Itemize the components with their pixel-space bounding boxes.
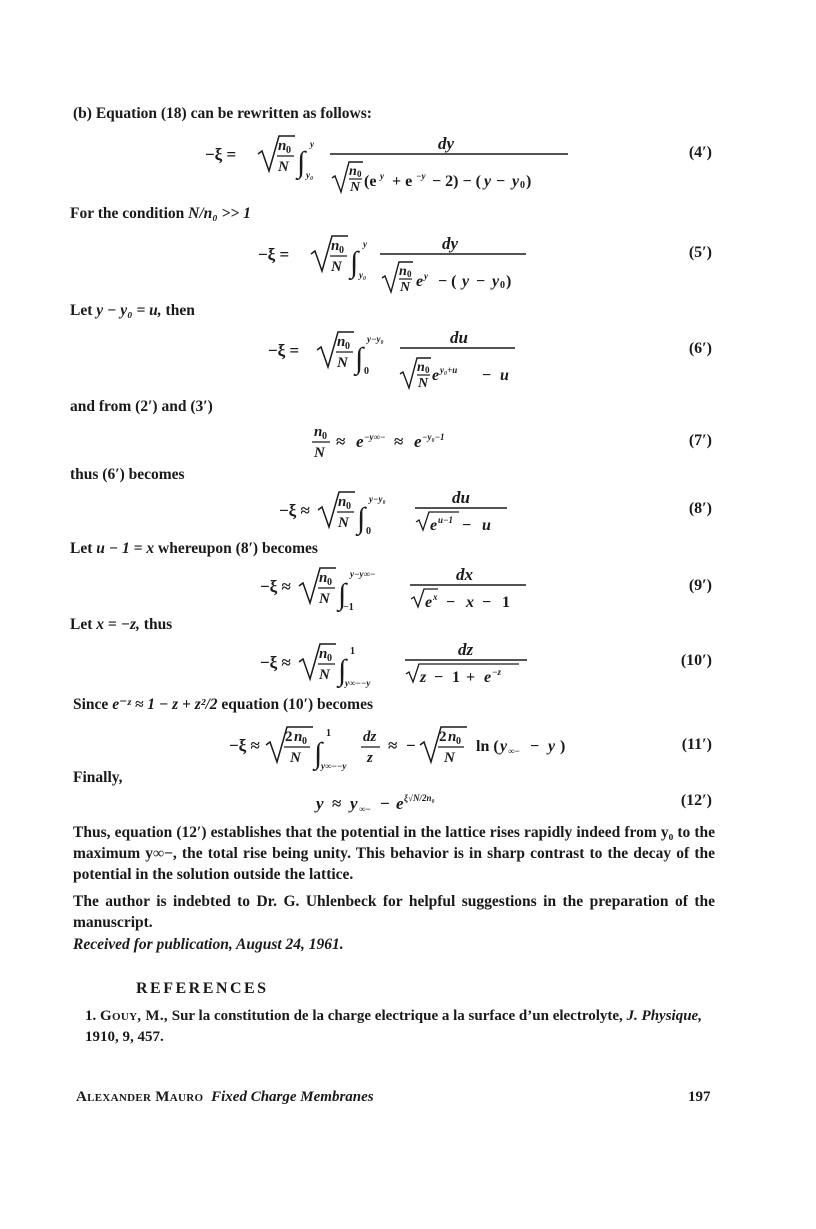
- svg-text:0: 0: [322, 431, 327, 442]
- svg-text:e: e: [416, 273, 424, 290]
- condition-text: For the condition: [70, 205, 185, 222]
- svg-text:N: N: [350, 180, 361, 195]
- since-tail: equation (10′) becomes: [221, 696, 373, 713]
- let-word: Let: [70, 302, 93, 319]
- svg-text:−: −: [496, 173, 506, 190]
- svg-text:−ξ ≈: −ξ ≈: [260, 653, 291, 672]
- svg-text:n: n: [319, 646, 328, 662]
- reference-title: Sur la constitution de la charge electrique a la surface d’un electrolyte,: [171, 1008, 623, 1024]
- svg-text:+ e: + e: [392, 173, 413, 190]
- svg-text:0: 0: [327, 577, 332, 588]
- svg-text:N: N: [331, 259, 342, 275]
- svg-text:N: N: [338, 515, 349, 531]
- acknowledgement-paragraph: The author is indebted to Dr. G. Uhlenbeck for helpful suggestions in the preparation of the manuscript.: [73, 893, 715, 931]
- intro-text: Equation (18) can be rewritten as follows:: [95, 105, 372, 122]
- svg-text:−: −: [476, 273, 486, 290]
- svg-text:n: n: [314, 424, 323, 440]
- running-footer: [76, 1087, 374, 1108]
- svg-text:x: x: [433, 592, 438, 602]
- svg-text:y: y: [462, 273, 470, 290]
- svg-text:u−1: u−1: [438, 515, 453, 525]
- let-word: Let: [70, 540, 93, 557]
- equation-4-graphic: [0, 130, 816, 200]
- since-math: e⁻ᶻ ≈ 1 − z + z²/2: [112, 696, 218, 713]
- equation-11: [0, 718, 816, 774]
- svg-text:1: 1: [350, 646, 355, 657]
- let-math: x = −z,: [96, 616, 140, 633]
- thus-word: thus: [143, 616, 173, 633]
- reference-journal: J. Physique,: [626, 1008, 702, 1024]
- condition-line: [70, 203, 251, 224]
- svg-text:−ξ ≈: −ξ ≈: [279, 501, 310, 520]
- svg-text:e: e: [430, 517, 438, 534]
- whereupon-text: whereupon (8′) becomes: [158, 540, 318, 557]
- svg-text:n: n: [448, 729, 457, 745]
- equation-4: [0, 130, 816, 200]
- svg-text:n: n: [399, 264, 407, 279]
- and-from-line: and from (2′) and (3′): [70, 398, 213, 415]
- svg-text:0: 0: [520, 180, 525, 191]
- svg-text:u: u: [482, 517, 491, 534]
- svg-text:x: x: [466, 594, 474, 611]
- svg-text:1: 1: [452, 669, 460, 686]
- svg-text:dx: dx: [456, 565, 473, 584]
- svg-text:−ξ =: −ξ =: [268, 341, 300, 360]
- svg-text:N: N: [290, 750, 301, 766]
- svg-text:1: 1: [502, 594, 510, 611]
- references-heading: REFERENCES: [136, 980, 269, 997]
- svg-text:y−y₀: y−y₀: [369, 494, 386, 504]
- svg-text:y: y: [548, 738, 556, 755]
- svg-text:2: 2: [285, 729, 293, 745]
- svg-text:y: y: [512, 173, 520, 190]
- equation-number: (8′): [688, 500, 712, 517]
- let-line-1: [70, 300, 195, 321]
- svg-text:−: −: [462, 517, 472, 534]
- equation-6-graphic: [0, 322, 816, 396]
- svg-text:−y∞−: −y∞−: [364, 432, 386, 442]
- equation-number: (5′): [688, 244, 712, 261]
- svg-text:y₀+u: y₀+u: [440, 365, 458, 375]
- equation-number: (4′): [688, 144, 712, 161]
- svg-text:y₀: y₀: [359, 270, 367, 280]
- svg-text:−ξ ≈: −ξ ≈: [229, 736, 260, 755]
- equation-5: [0, 228, 816, 298]
- received-note: Received for publication, August 24, 1961.: [73, 936, 344, 953]
- svg-text:∫: ∫: [338, 654, 347, 687]
- reference-number: 1.: [85, 1008, 97, 1024]
- svg-text:∫: ∫: [338, 578, 347, 611]
- svg-text:e: e: [432, 367, 440, 384]
- svg-text:n: n: [338, 494, 347, 510]
- svg-text:≈: ≈: [332, 794, 342, 813]
- svg-text:n: n: [349, 164, 357, 179]
- svg-text:0: 0: [500, 280, 505, 291]
- conclusion-paragraph: Thus, equation (12′) establishes that the potential in the lattice rises rapidly indeed from y₀ to the maximum y∞−, the total rise being unity. This behavior is in sharp contrast to the decay of the potential in the solution outside the lattice.: [73, 824, 715, 883]
- svg-text:n: n: [417, 360, 425, 375]
- svg-text:∫: ∫: [350, 246, 359, 279]
- equation-number: (9′): [688, 577, 712, 594]
- finally-line: Finally,: [73, 769, 123, 786]
- svg-text:0: 0: [364, 366, 369, 377]
- svg-text:y: y: [310, 139, 314, 149]
- intro-line: [73, 103, 372, 124]
- svg-text:−y₀−1: −y₀−1: [422, 432, 445, 442]
- svg-text:+: +: [466, 669, 476, 686]
- svg-text:): ): [526, 173, 532, 190]
- let-word: Let: [70, 616, 93, 633]
- svg-text:N: N: [337, 355, 348, 371]
- svg-text:y₀: y₀: [306, 170, 314, 180]
- equation-7: [0, 420, 816, 470]
- svg-text:0: 0: [339, 245, 344, 256]
- svg-text:ln (: ln (: [476, 738, 499, 755]
- equation-number: (6′): [688, 340, 712, 357]
- let-math: y − y₀ = u,: [96, 302, 162, 319]
- equation-8: [0, 486, 816, 540]
- svg-text:0: 0: [345, 341, 350, 352]
- svg-text:∫: ∫: [355, 342, 364, 375]
- svg-text:N: N: [319, 591, 330, 607]
- footer-title: Fixed Charge Membranes: [211, 1089, 374, 1105]
- svg-text:1: 1: [326, 728, 331, 739]
- let-line-2: [70, 538, 318, 559]
- svg-text:0: 0: [286, 145, 291, 156]
- svg-text:y: y: [380, 171, 384, 181]
- svg-text:z: z: [367, 750, 373, 766]
- equation-9: [0, 561, 816, 615]
- svg-text:e: e: [396, 794, 404, 813]
- svg-text:y: y: [316, 794, 324, 813]
- svg-text:y∞−−y: y∞−−y: [321, 761, 347, 771]
- svg-text:−: −: [446, 594, 456, 611]
- svg-text:y: y: [484, 173, 492, 190]
- svg-text:0: 0: [366, 526, 371, 537]
- let-line-3: [70, 614, 172, 635]
- equation-number: (11′): [681, 736, 712, 753]
- condition-math: N/n₀ >> 1: [188, 205, 251, 222]
- reference-item: [85, 1006, 717, 1048]
- svg-text:≈: ≈: [394, 432, 404, 451]
- svg-text:−: −: [380, 794, 390, 813]
- svg-text:e: e: [425, 594, 433, 611]
- svg-text:N: N: [400, 280, 411, 295]
- svg-text:n: n: [278, 138, 287, 154]
- svg-text:− 2) − (: − 2) − (: [432, 173, 481, 190]
- svg-text:y: y: [424, 271, 428, 281]
- svg-text:−ξ ≈: −ξ ≈: [260, 577, 291, 596]
- svg-text:dz: dz: [458, 640, 474, 659]
- svg-text:n: n: [319, 570, 328, 586]
- svg-text:0: 0: [407, 269, 412, 279]
- svg-text:): ): [560, 738, 566, 755]
- svg-text:−1: −1: [343, 602, 354, 613]
- svg-text:−: −: [482, 594, 492, 611]
- svg-text:∞−: ∞−: [508, 746, 520, 756]
- svg-text:z: z: [420, 669, 427, 686]
- svg-text:≈: ≈: [336, 432, 346, 451]
- svg-text:N: N: [444, 750, 455, 766]
- svg-text:0: 0: [425, 365, 430, 375]
- svg-text:e: e: [484, 669, 492, 686]
- intro-label: (b): [73, 105, 92, 122]
- svg-text:dy: dy: [442, 234, 459, 253]
- svg-text:y: y: [363, 239, 367, 249]
- svg-text:−y: −y: [416, 171, 426, 181]
- equation-number: (7′): [688, 432, 712, 449]
- equation-number: (12′): [680, 792, 712, 809]
- svg-text:−ξ =: −ξ =: [205, 145, 237, 164]
- reference-author: Gouy, M.,: [100, 1008, 168, 1024]
- reference-details: 1910, 9, 457.: [85, 1029, 164, 1045]
- svg-text:y: y: [350, 794, 358, 813]
- svg-text:−: −: [406, 736, 416, 755]
- svg-text:n: n: [294, 729, 303, 745]
- svg-text:0: 0: [357, 169, 362, 179]
- since-word: Since: [73, 696, 109, 713]
- svg-text:e: e: [414, 432, 422, 451]
- svg-text:u: u: [500, 367, 509, 384]
- svg-text:y∞−−y: y∞−−y: [345, 678, 371, 688]
- svg-text:−: −: [434, 669, 444, 686]
- equation-10: [0, 638, 816, 692]
- svg-text:n: n: [331, 238, 340, 254]
- svg-text:ξ√N/2n₀: ξ√N/2n₀: [404, 793, 435, 803]
- svg-text:N: N: [418, 376, 429, 391]
- svg-text:y−y₀: y−y₀: [367, 334, 384, 344]
- page-number: 197: [688, 1089, 711, 1105]
- svg-text:∫: ∫: [297, 146, 306, 179]
- thus-6-line: thus (6′) becomes: [70, 466, 185, 483]
- svg-text:): ): [506, 273, 512, 290]
- svg-text:0: 0: [302, 736, 307, 747]
- svg-text:0: 0: [456, 736, 461, 747]
- then-word: then: [165, 302, 195, 319]
- svg-text:− (: − (: [438, 273, 457, 290]
- svg-text:∫: ∫: [314, 737, 323, 770]
- equation-number: (10′): [680, 652, 712, 669]
- svg-text:y: y: [500, 738, 508, 755]
- svg-text:0: 0: [327, 653, 332, 664]
- footer-author: Alexander Mauro: [76, 1089, 204, 1105]
- svg-text:dy: dy: [438, 134, 455, 153]
- equation-6: [0, 322, 816, 396]
- svg-text:N: N: [314, 445, 325, 461]
- svg-text:e: e: [356, 432, 364, 451]
- svg-text:2: 2: [439, 729, 447, 745]
- svg-text:−ξ =: −ξ =: [258, 245, 290, 264]
- equation-5-graphic: [0, 228, 816, 298]
- equation-12: [0, 786, 816, 820]
- svg-text:−: −: [482, 367, 492, 384]
- svg-text:du: du: [450, 328, 468, 347]
- svg-text:≈: ≈: [388, 736, 398, 755]
- svg-text:dz: dz: [363, 729, 377, 745]
- svg-text:−: −: [530, 738, 540, 755]
- svg-text:(e: (e: [364, 173, 377, 190]
- svg-text:N: N: [319, 667, 330, 683]
- svg-text:−z: −z: [492, 667, 501, 677]
- svg-text:∞−: ∞−: [359, 804, 371, 814]
- svg-text:y−y∞−: y−y∞−: [350, 569, 376, 579]
- svg-text:∫: ∫: [357, 502, 366, 535]
- svg-text:0: 0: [346, 501, 351, 512]
- svg-text:N: N: [278, 159, 289, 175]
- svg-text:du: du: [452, 488, 470, 507]
- svg-text:y: y: [492, 273, 500, 290]
- since-line: [73, 694, 373, 715]
- let-math: u − 1 = x: [96, 540, 155, 557]
- svg-text:n: n: [337, 334, 346, 350]
